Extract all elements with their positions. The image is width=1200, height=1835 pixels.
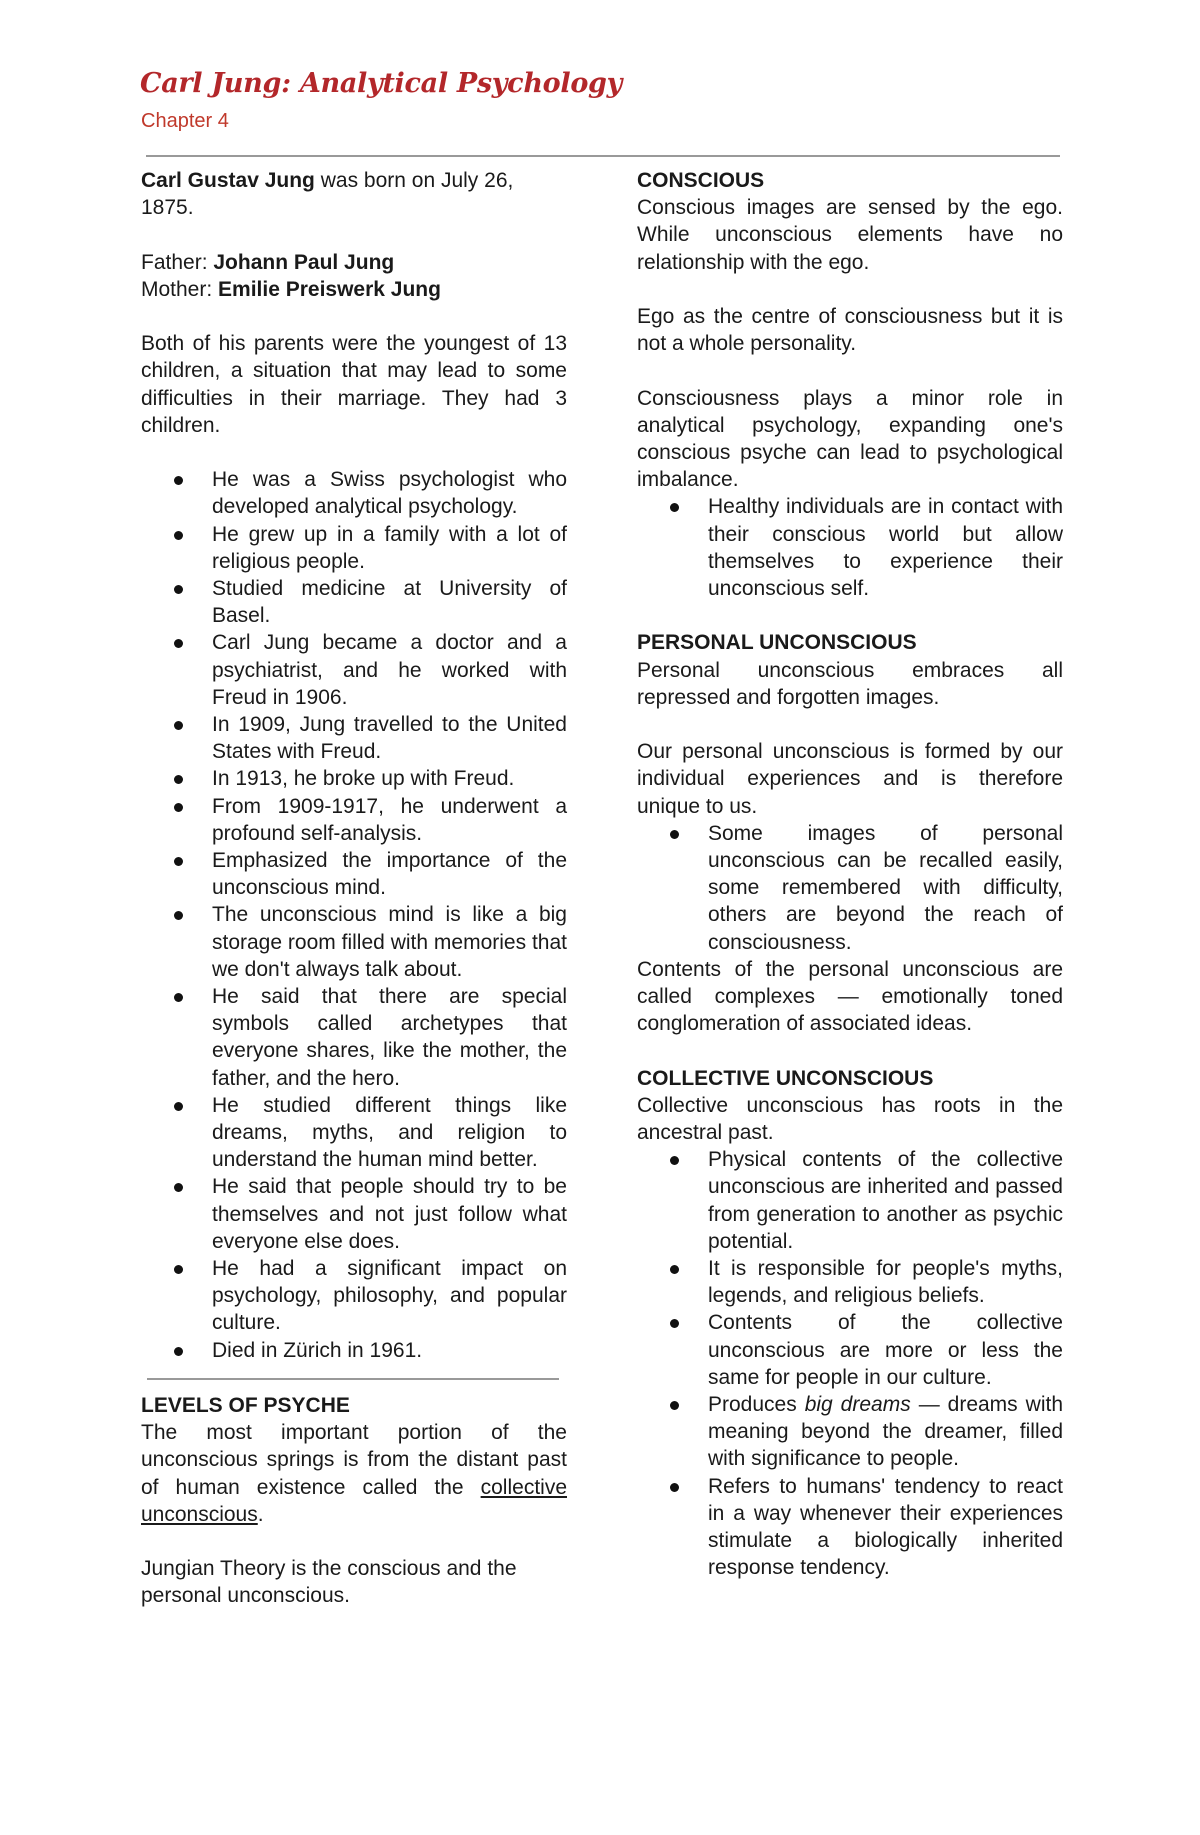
list-item: Emphasized the importance of the unconscious mind. [212,847,567,901]
list-item: In 1913, he broke up with Freud. [212,765,567,792]
father-name: Johann Paul Jung [213,250,395,274]
collective-unconscious-term: collective unconscious [141,1475,567,1526]
section-divider [147,1378,559,1380]
parents-paragraph: Both of his parents were the youngest of 13 children, a situation that may lead to some difficulties in their marriage. They had 3 children. [141,332,567,437]
list-item: Physical contents of the collective unconscious are inherited and passed from generation to another as psychic potential. [708,1146,1063,1255]
list-item: From 1909-1917, he underwent a profound self-analysis. [212,793,567,847]
list-item: In 1909, Jung travelled to the United States with Freud. [212,711,567,765]
list-item: Carl Jung became a doctor and a psychiatrist, and he worked with Freud in 1906. [212,629,567,711]
intro-rest: was born on July 26, 1875. [141,169,514,220]
list-item: He said that there are special symbols called archetypes that everyone shares, like the mother, the father, and the hero. [212,983,567,1092]
personal-unconscious-heading: PERSONAL UNCONSCIOUS [637,631,917,655]
intro-name: Carl Gustav Jung [141,169,315,192]
levels-heading: LEVELS OF PSYCHE [141,1393,350,1417]
list-item: Produces big dreams — dreams with meaning beyond the dreamer, filled with significance to people. [708,1391,1063,1473]
levels-paragraph: The most important portion of the unconscious springs is from the distant past of human existence called the collective unconscious. [141,1421,567,1526]
personal-list [637,820,1063,956]
list-item: Contents of the collective unconscious are more or less the same for people in our culture. [708,1309,1063,1391]
list-item: He studied different things like dreams, myths, and religion to understand the human mind better. [212,1092,567,1174]
personal-paragraph-2: Our personal unconscious is formed by our individual experiences and is therefore unique to us. [637,740,1063,818]
list-item: Died in Zürich in 1961. [212,1337,567,1364]
intro-paragraph [141,167,567,221]
biography-list [141,466,567,1364]
left-column [141,167,567,1610]
list-item: Some images of personal unconscious can be recalled easily, some remembered with difficulty, others are beyond the reach of consciousness. [708,820,1063,956]
collective-list [637,1146,1063,1581]
personal-paragraph-1: Personal unconscious embraces all repressed and forgotten images. [637,658,1063,709]
mother-name: Emilie Preiswerk Jung [218,277,441,301]
right-column [637,167,1063,1581]
header-divider [146,155,1060,157]
personal-paragraph-3: Contents of the personal unconscious are called complexes — emotionally toned conglomeration of associated ideas. [637,957,1063,1036]
list-item: It is responsible for people's myths, legends, and religious beliefs. [708,1255,1063,1309]
list-item: Studied medicine at University of Basel. [212,575,567,629]
list-item: He said that people should try to be themselves and not just follow what everyone else does. [212,1173,567,1255]
mother-line: Mother: Emilie Preiswerk Jung [141,277,441,301]
list-item: He grew up in a family with a lot of religious people. [212,521,567,575]
father-line: Father: Johann Paul Jung [141,250,395,274]
big-dreams-term: big dreams [804,1393,911,1417]
list-item: The unconscious mind is like a big storage room filled with memories that we don't always talk about. [212,901,567,983]
list-item: Refers to humans' tendency to react in a way whenever their experiences stimulate a biologically inherited response tendency. [708,1473,1063,1582]
collective-unconscious-heading: COLLECTIVE UNCONSCIOUS [637,1066,934,1090]
conscious-paragraph-3: Consciousness plays a minor role in analytical psychology, expanding one's conscious psyche can lead to psychological imbalance. [637,386,1063,492]
conscious-heading: CONSCIOUS [637,169,765,192]
conscious-list [637,493,1063,602]
conscious-paragraph-1: Conscious images are sensed by the ego. While unconscious elements have no relationship with the ego. [637,196,1063,274]
document-title: Carl Jung: Analytical Psychology [140,68,622,99]
list-item: Healthy individuals are in contact with their conscious world but allow themselves to experience their unconscious self. [708,493,1063,602]
list-item: He was a Swiss psychologist who developed analytical psychology. [212,466,567,520]
chapter-label: Chapter 4 [141,110,229,132]
list-item: He had a significant impact on psychology, philosophy, and popular culture. [212,1255,567,1337]
conscious-paragraph-2: Ego as the centre of consciousness but it is not a whole personality. [637,305,1063,356]
collective-paragraph-1: Collective unconscious has roots in the ancestral past. [637,1093,1063,1145]
jungian-paragraph: Jungian Theory is the conscious and the personal unconscious. [141,1557,517,1608]
